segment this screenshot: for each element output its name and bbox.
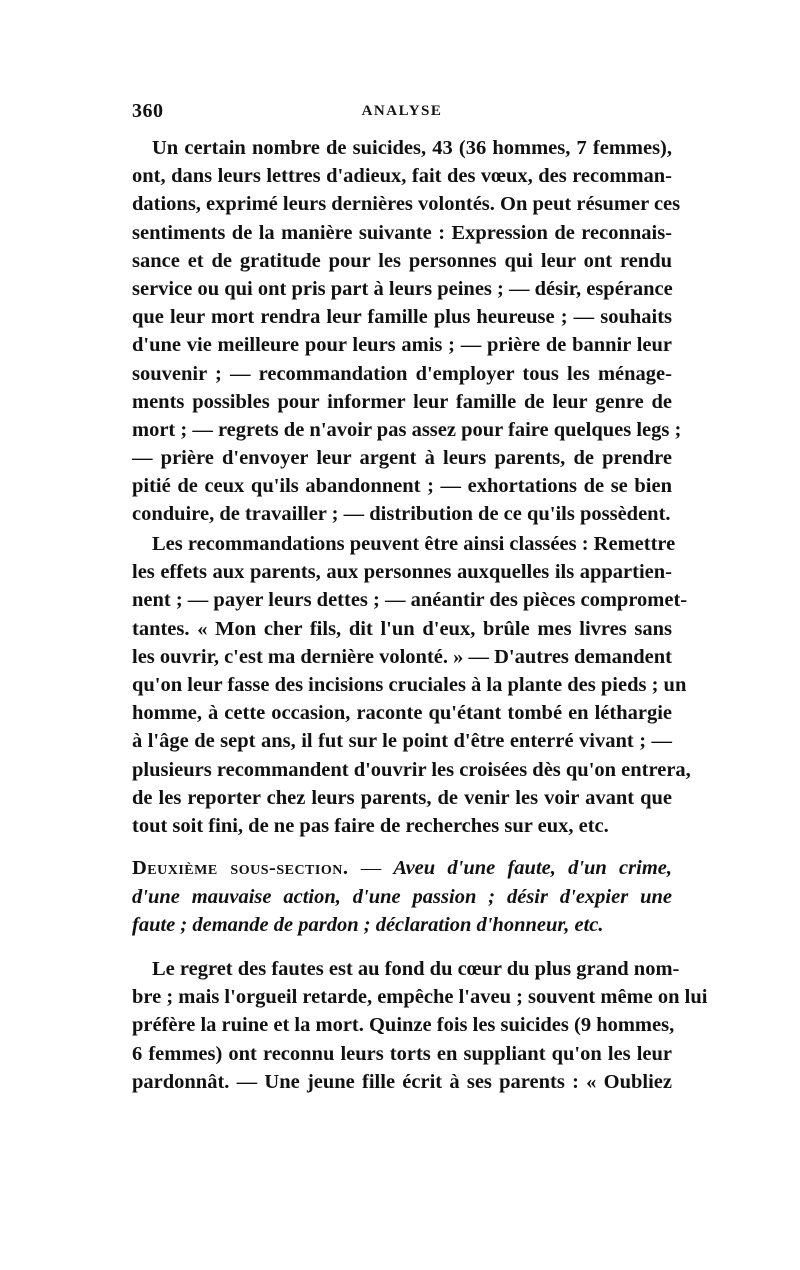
heading-dash: — — [348, 857, 394, 879]
text-line: sance et de gratitude pour les personnes qui leur ont rendu — [132, 249, 672, 272]
text-line: conduire, de travailler ; — distribution de ce qu'ils possèdent. — [132, 503, 671, 526]
page-header — [132, 100, 672, 124]
text-line: préfère la ruine et la mort. Quinze fois les suicides (9 hommes, — [132, 1014, 675, 1037]
text-line: ont, dans leurs lettres d'adieux, fait des vœux, des recomman- — [132, 165, 672, 188]
text-line: mort ; — regrets de n'avoir pas assez pour faire quelques legs ; — [132, 418, 682, 441]
text-line: plusieurs recommandent d'ouvrir les croisées dès qu'on entrera, — [132, 758, 691, 781]
text-line: — prière d'envoyer leur argent à leurs parents, de prendre — [132, 447, 672, 470]
heading-line — [132, 911, 672, 940]
running-head: ANALYSE — [361, 103, 443, 119]
heading-text: Aveu d'une faute, d'un crime, — [393, 857, 672, 879]
text-line: pardonnât. — Une jeune fille écrit à ses parents : « Oubliez — [132, 1070, 672, 1093]
paragraph-3 — [132, 955, 708, 1096]
section-label: Deuxième sous-section. — [132, 857, 349, 879]
text-line: les effets aux parents, aux personnes auxquelles ils appartien- — [132, 561, 672, 584]
paragraph-1 — [132, 134, 682, 529]
text-line: souvenir ; — recommandation d'employer tous les ménage- — [132, 362, 672, 385]
text-line: de les reporter chez leurs parents, de venir les voir avant que — [132, 786, 672, 809]
heading-line — [132, 883, 672, 912]
page-number: 360 — [132, 100, 164, 122]
text-line: tout soit fini, de ne pas faire de recherches sur eux, etc. — [132, 814, 609, 837]
text-line: ments possibles pour informer leur famille de leur genre de — [132, 390, 672, 413]
text-line: bre ; mais l'orgueil retarde, empêche l'aveu ; souvent même on lui — [132, 986, 708, 1009]
text-line: les ouvrir, c'est ma dernière volonté. » — D'autres demandent — [132, 645, 672, 668]
text-line: qu'on leur fasse des incisions cruciales à la plante des pieds ; un — [132, 673, 687, 696]
text-line: pitié de ceux qu'ils abandonnent ; — exhortations de se bien — [132, 475, 672, 498]
text-line: service ou qui ont pris part à leurs peines ; — désir, espérance — [132, 277, 673, 300]
text-line: dations, exprimé leurs dernières volontés. On peut résumer ces — [132, 193, 681, 216]
text-line: Le regret des fautes est au fond du cœur du plus grand nom- — [152, 958, 680, 980]
heading-text: d'une mauvaise action, d'une passion ; désir d'expier une — [132, 885, 672, 908]
text-line: à l'âge de sept ans, il fut sur le point d'être enterré vivant ; — — [132, 730, 672, 753]
text-line: d'une vie meilleure pour leurs amis ; — prière de bannir leur — [132, 334, 672, 357]
text-line: nent ; — payer leurs dettes ; — anéantir des pièces compromet- — [132, 589, 688, 612]
paragraph-2 — [132, 530, 691, 840]
text-line: sentiments de la manière suivante : Expression de reconnais- — [132, 221, 672, 244]
section-heading — [132, 854, 672, 940]
text-line: tantes. « Mon cher fils, dit l'un d'eux, brûle mes livres sans — [132, 617, 672, 640]
text-line: que leur mort rendra leur famille plus heureuse ; — souhaits — [132, 306, 672, 329]
heading-text: faute ; demande de pardon ; déclaration d'honneur, etc. — [132, 914, 604, 937]
text-line: Un certain nombre de suicides, 43 (36 hommes, 7 femmes), — [152, 137, 672, 159]
text-line: Les recommandations peuvent être ainsi classées : Remettre — [152, 533, 676, 555]
text-line: 6 femmes) ont reconnu leurs torts en suppliant qu'on les leur — [132, 1042, 672, 1065]
heading-line — [132, 854, 672, 883]
text-line: homme, à cette occasion, raconte qu'étant tombé en léthargie — [132, 702, 672, 725]
